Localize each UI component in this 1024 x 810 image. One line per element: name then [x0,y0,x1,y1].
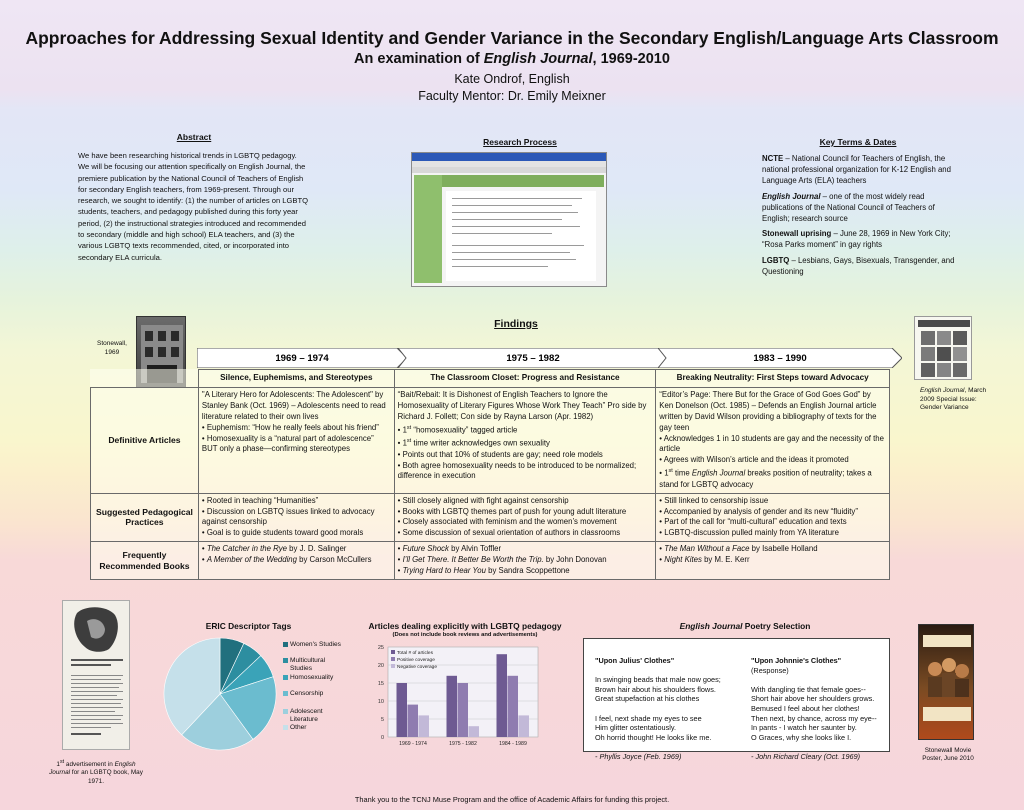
theme-header: Silence, Euphemisms, and Stereotypes [198,370,394,388]
poem-line: O Graces, why she looks like I. [751,732,852,742]
legend-swatch [283,691,288,696]
legend-swatch [283,642,288,647]
legend-label: Adolescent Literature [290,708,323,723]
cell-line: “Bait/Rebait: It is Dishonest of English Teachers to Ignore the Homosexuality of Literary Figures Whose Work They Teach” Pro side by Richard J. Follett; Con side by Rayna Larson (Apr. 1982) [397,389,647,421]
bar-chart-subtitle: (Does not include book reviews and advertisements) [392,632,538,638]
book-title: Future Shock [402,544,449,554]
poem-title: "Upon Julius' Clothes" [595,656,675,665]
book-entry: • A Member of the Wedding by Carson McCullers [201,555,372,565]
key-terms-list [762,153,960,281]
table-cell [198,387,394,493]
y-tick-label: 25 [377,645,384,651]
book-author: by John Donovan [543,555,607,565]
subtitle-years: , 1969-2010 [592,51,670,67]
legend-label: Homosexuality [290,674,334,681]
cell-line: • Both agree homosexuality needs to be introduced to be normalized; difference in execution [397,460,637,481]
y-tick-label: 20 [377,663,384,669]
cell-line: • Rooted in teaching “Humanities” [201,495,319,505]
poem-author: - Phyllis Joyce (Feb. 1969) [595,751,682,761]
author-line: Kate Ondrof, English [454,72,570,86]
book-entry: • Future Shock by Alvin Toffler [397,544,502,554]
bar [469,726,480,737]
term-definition: – Lesbians, Gays, Bisexuals, Transgender, and Questioning [762,255,955,276]
y-tick-label: 15 [377,681,384,687]
cell-line: • Still closely aligned with fight against censorship [397,495,569,505]
english-journal-caption [920,387,992,413]
book-entry: • The Catcher in the Rye by J. D. Salinger [201,544,347,554]
research-screenshot-image [411,152,607,287]
table-cell [656,387,890,493]
cell-line: • Still linked to censorship issue [659,495,769,505]
bar [397,683,408,737]
y-tick-label: 0 [380,735,384,741]
caption-text: for an LGBTQ book, May 1971. [70,769,143,785]
legend-label: Women's Studies [290,641,341,648]
legend-label: Negative coverage [397,665,437,670]
cell-line: "A Literary Hero for Adolescents: The Adolescent" by Stanley Bank (Oct. 1969) – Adolescents need to read literature related to their own lives [201,389,386,421]
corner-cell [91,370,199,388]
book-entry: • Trying Hard to Hear You by Sandra Scoppettone [397,566,570,576]
abstract-body: We have been researching historical trends in LGBTQ pedagogy. We will be focusing our attention specifically on English Journal, the premiere publication by the National Council of Teachers of English for secondary English teachers, from 1969-present. Through our research, we sought to identify: (1) the number of articles on LGBTQ students, teachers, and pedagogy published during this forty year period, (2) the instructional strategies introduced and recommended to secondary (middle and high school) ELA teachers, and (3) the various LGBTQ texts recommended, cited, or incorporated into secondary ELA curricula. [78,151,309,262]
book-entry: • I’ll Get There. It Better Be Worth the Trip. by John Donovan [397,555,607,565]
caption-journal: English Journal [49,761,136,777]
advertisement-image [62,600,130,750]
legend-label: Censorship [290,690,324,697]
cell-line: “Editor’s Page: There But for the Grace of God Goes God” by Ken Donelson (Oct. 1985) – Defends an English Journal article written by David Wilson providing a bibliography of texts for the gay teen [659,389,877,432]
book-title: The Man Without a Face [664,544,750,554]
poem-response-label: (Response) [751,665,789,675]
poster-subtitle [0,51,1024,67]
book-author: by Carson McCullers [296,555,372,565]
poetry-heading [666,621,824,631]
research-process-heading: Research Process [483,137,557,147]
book-author: by Alvin Toffler [448,544,502,554]
cell-line: • LGBTQ-discussion pulled mainly from YA literature [659,528,839,538]
cell-line: • Discussion on LGBTQ issues linked to advocacy against censorship [201,506,375,527]
table-cell [656,493,890,542]
timeline-period-label: 1983 – 1990 [753,352,807,364]
y-tick-label: 10 [377,699,384,705]
eric-chart-title: ERIC Descriptor Tags [205,621,292,631]
bar [508,676,519,737]
book-title: Trying Hard to Hear You [402,566,486,576]
poster-title: Approaches for Addressing Sexual Identity and Gender Variance in the Secondary English/Language Arts Classroom [25,28,999,48]
term-definition: – June 28, 1969 in New York City; “Rosa Parks moment” in gay rights [762,229,951,250]
legend-label: Multicultural Studies [290,657,326,672]
theme-row [91,370,890,388]
poem-line: Oh horrid thought! He looks like me. [595,732,712,742]
row-label-definitive: Definitive Articles [91,387,199,493]
row-label-books: Frequently Recommended Books [91,542,199,580]
cell-line: • Some discussion of sexual orientation of authors in classrooms [397,528,621,538]
poem-line: With dangling tie that female goes-- [751,684,866,694]
stonewall-movie-poster-image [918,624,974,740]
poster-caption: Stonewall Movie Poster, June 2010 [922,747,974,763]
bar [447,676,458,737]
stonewall-caption: Stonewall, 1969 [97,340,127,356]
cell-line: • Closely associated with feminism and the women’s movement [397,517,617,527]
mentor-line: Faculty Mentor: Dr. Emily Meixner [418,89,606,103]
cell-line: • Points out that 10% of students are gay; need role models [397,449,603,459]
poetry-heading-text: Poetry Selection [742,621,811,631]
book-author: by Sandra Scoppettone [485,566,570,576]
cell-line: • 1st time English Journal breaks position of neutrality; takes a stand for LGBTQ advocacy [659,468,872,489]
cell-line: • Euphemism: “How he really feels about his friend” [201,422,379,432]
poetry-heading-journal: English Journal [679,621,743,631]
term-name: English Journal [762,191,821,201]
poem-line: Then next, by chance, across my eye-- [751,713,877,723]
table-cell [394,542,656,580]
articles-bar-chart [370,641,542,752]
legend-swatch [391,657,395,661]
book-title: I’ll Get There. It Better Be Worth the Trip. [402,555,544,565]
book-entry: • Night Kites by M. E. Kerr [659,555,750,565]
legend-swatch [283,675,288,680]
row-label-suggested: Suggested Pedagogical Practices [91,493,199,542]
timeline-period-2 [398,348,668,368]
poem-line: I feel, next shade my eyes to see [595,713,702,723]
cell-line: • Part of the call for “multi-cultural” education and texts [659,517,847,527]
book-author: by M. E. Kerr [701,555,750,565]
caption-text: advertisement in [64,761,115,769]
findings-table [90,369,890,580]
table-row [91,542,890,580]
term-name: Stonewall uprising [762,229,832,239]
book-entry: • The Man Without a Face by Isabelle Holland [659,544,818,554]
bar [458,683,469,737]
legend-swatch [283,709,288,714]
y-tick-label: 5 [380,717,384,723]
term-item [762,153,960,187]
book-title: The Catcher in the Rye [206,544,288,554]
bar [408,705,419,737]
poem-line: In swinging beads that male now goes; [595,675,721,685]
table-cell [394,387,656,493]
table-cell [394,493,656,542]
poem-author: - John Richard Cleary (Oct. 1969) [751,751,861,761]
cell-line: • Goal is to guide students toward good morals [201,528,364,538]
bar-chart-title: Articles dealing explicitly with LGBTQ pedagogy [368,621,562,631]
timeline-period-label: 1975 – 1982 [506,352,560,364]
cell-line: • Agrees with Wilson’s article and the ideas it promoted [659,455,849,465]
book-title: A Member of the Wedding [206,555,297,565]
cell-line: • Accompanied by analysis of gender and its new “fluidity” [659,506,858,516]
term-item [762,191,960,225]
caption-sup: st [59,759,65,765]
theme-header: The Classroom Closet: Progress and Resistance [394,370,656,388]
poem-title: "Upon Johnnie's Clothes" [751,656,842,665]
bar [419,715,430,737]
timeline-period-3 [658,348,902,368]
book-title: Night Kites [664,555,702,565]
caption-journal: English Journal [920,387,965,394]
legend-label: Other [290,724,307,731]
book-author: by Isabelle Holland [749,544,818,554]
term-definition: – one of the most widely read publications of the National Council of Teachers of English; research source [762,191,935,224]
legend-label: Positive coverage [397,658,435,663]
findings-heading: Findings [494,318,538,330]
timeline-period-label: 1969 – 1974 [275,352,329,364]
term-item [762,255,960,277]
subtitle-journal: English Journal [483,51,593,67]
legend-label: Total # of articles [397,651,433,656]
table-cell [198,493,394,542]
cell-line: • Homosexuality is a “natural part of adolescence” BUT only a phase—confirming stereotypes [201,433,374,454]
book-author: by J. D. Salinger [287,544,347,554]
advertisement-caption [48,758,144,786]
poem-line: Bemused I feel about her clothes! [751,703,860,713]
term-definition: – National Council for Teachers of English, the national professional organization for K-12 English and Language Arts (ELA) teachers [762,154,951,186]
term-name: NCTE [762,154,784,163]
theme-header: Breaking Neutrality: First Steps toward Advocacy [656,370,890,388]
legend-swatch [283,725,288,730]
timeline-period-1 [197,348,407,368]
poem-julius [595,656,745,762]
x-tick-label: 1969 - 1974 [399,741,427,747]
poem-line: Great stupefaction at his clothes [595,694,700,704]
poem-line: In pants - I watch her saunter by. [751,723,857,733]
english-journal-cover-image [914,316,972,380]
table-row [91,387,890,493]
caption-text: , March 2009 Special Issue: Gender Variance [920,387,987,411]
poem-line: Him glitter ostentatiously. [595,723,676,733]
key-terms-heading: Key Terms & Dates [819,137,897,147]
table-cell [656,542,890,580]
bar [497,654,508,737]
term-item [762,228,960,250]
legend-swatch [391,650,395,654]
table-row [91,493,890,542]
poem-johnnie [751,656,887,762]
bar [519,715,530,737]
eric-pie-chart [160,634,280,754]
table-cell [198,542,394,580]
x-tick-label: 1984 - 1989 [499,741,527,747]
term-name: LGBTQ [762,255,790,265]
acknowledgement: Thank you to the TCNJ Muse Program and the office of Academic Affairs for funding this project. [354,795,670,804]
abstract-heading: Abstract [176,132,212,142]
x-tick-label: 1975 - 1982 [449,741,477,747]
legend-swatch [391,664,395,668]
legend-swatch [283,658,288,663]
cell-line: • Acknowledges 1 in 10 students are gay and the necessity of the article [659,433,884,454]
poem-line: Brown hair about his shoulders flows. [595,684,716,694]
caption-text: 1 [56,761,60,769]
cell-line: • Books with LGBTQ themes part of push for young adult literature [397,506,627,516]
cell-line: • 1st time writer acknowledges own sexuality [397,438,550,448]
subtitle-prefix: An examination of [354,51,484,67]
poem-line: Short hair above her shoulders grows. [751,694,875,704]
cell-line: • 1st “homosexuality” tagged article [397,424,518,435]
